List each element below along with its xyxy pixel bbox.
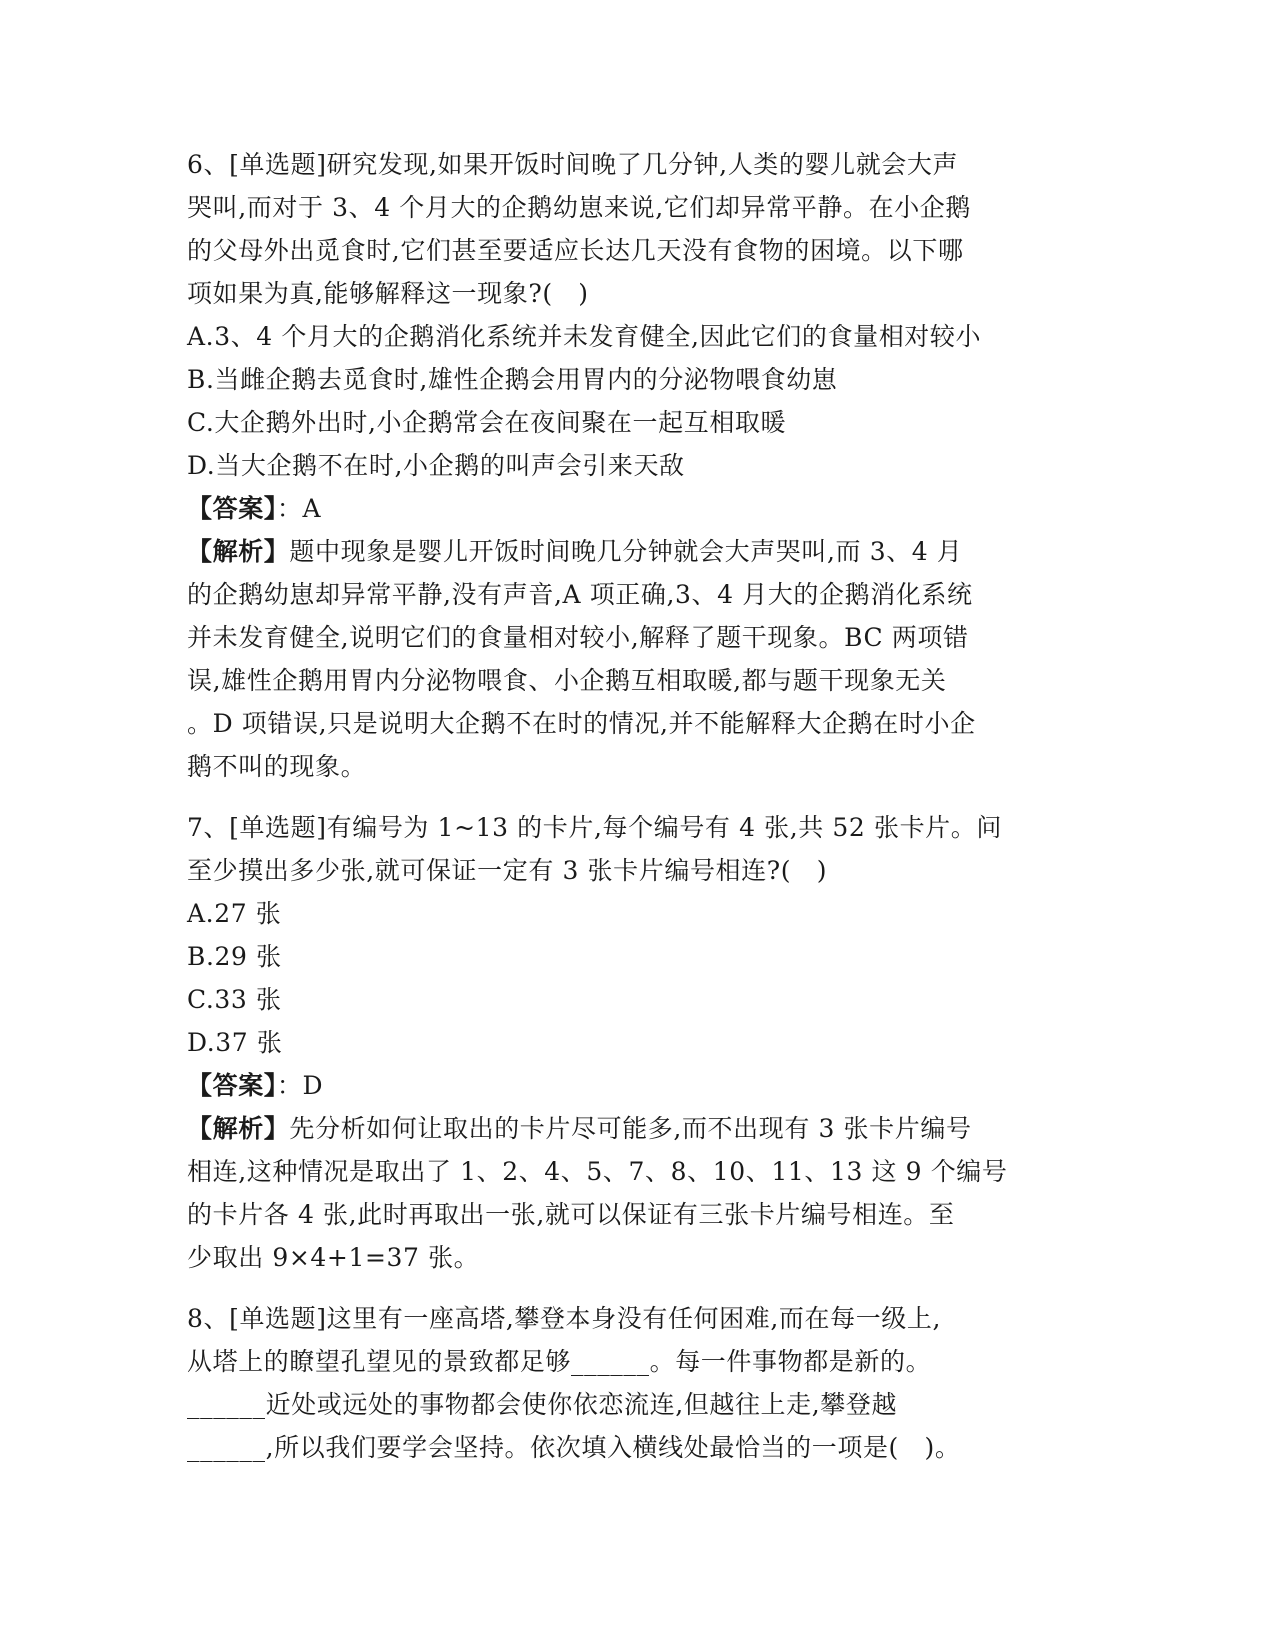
analysis-line: 的卡片各 4 张,此时再取出一张,就可以保证有三张卡片编号相连。至: [187, 1200, 955, 1229]
analysis-line: 误,雄性企鹅用胃内分泌物喂食、小企鹅互相取暖,都与题干现象无关: [187, 666, 947, 695]
analysis-line: 并未发育健全,说明它们的食量相对较小,解释了题干现象。BC 两项错: [187, 623, 969, 652]
analysis-text: 题中现象是婴儿开饭时间晚几分钟就会大声哭叫,而 3、4 月: [289, 537, 963, 566]
answer: [187, 487, 1087, 530]
question-8: [187, 1297, 1087, 1469]
analysis: [187, 1107, 1087, 1279]
question-7: [187, 806, 1087, 1279]
analysis-label: 【解析】: [187, 1114, 290, 1143]
analysis-line: 相连,这种情况是取出了 1、2、4、5、7、8、10、11、13 这 9 个编号: [187, 1157, 1008, 1186]
answer-value: ：A: [276, 494, 322, 523]
stem-line: 哭叫,而对于 3、4 个月大的企鹅幼崽来说,它们却异常平静。在小企鹅: [187, 193, 972, 222]
analysis-line: [187, 1107, 1087, 1150]
question-stem: [187, 806, 1087, 892]
spacer: [187, 788, 1087, 806]
analysis-text: 先分析如何让取出的卡片尽可能多,而不出现有 3 张卡片编号: [289, 1114, 972, 1143]
analysis-line: 。D 项错误,只是说明大企鹅不在时的情况,并不能解释大企鹅在时小企: [187, 709, 976, 738]
analysis-line: 少取出 9×4+1=37 张。: [187, 1243, 480, 1272]
answer-label: 【答案】: [187, 1071, 277, 1100]
analysis-line: 的企鹅幼崽却异常平静,没有声音,A 项正确,3、4 月大的企鹅消化系统: [187, 580, 973, 609]
stem-line: 8、[单选题]这里有一座高塔,攀登本身没有任何困难,而在每一级上,: [187, 1304, 942, 1333]
stem-line: 的父母外出觅食时,它们甚至要适应长达几天没有食物的困境。以下哪: [187, 236, 964, 265]
answer-label: 【答案】: [187, 494, 277, 523]
analysis-line: 鹅不叫的现象。: [187, 752, 367, 781]
option-d: D.37 张: [187, 1028, 283, 1057]
option-c: C.33 张: [187, 985, 282, 1014]
option-b: B.当雌企鹅去觅食时,雄性企鹅会用胃内的分泌物喂食幼崽: [187, 365, 838, 394]
answer-value: ：D: [276, 1071, 324, 1100]
option-a: A.27 张: [187, 899, 282, 928]
analysis-line: [187, 530, 1087, 573]
answer: [187, 1064, 1087, 1107]
option-c: C.大企鹅外出时,小企鹅常会在夜间聚在一起互相取暖: [187, 408, 787, 437]
option-a: A.3、4 个月大的企鹅消化系统并未发育健全,因此它们的食量相对较小: [187, 322, 982, 351]
stem-line: 至少摸出多少张,就可保证一定有 3 张卡片编号相连?( ): [187, 856, 828, 885]
option-d: D.当大企鹅不在时,小企鹅的叫声会引来天敌: [187, 451, 685, 480]
analysis-label: 【解析】: [187, 537, 290, 566]
question-stem: [187, 143, 1087, 315]
analysis: [187, 530, 1087, 788]
question-6: [187, 143, 1087, 788]
stem-line: ______,所以我们要学会坚持。依次填入横线处最恰当的一项是( )。: [187, 1433, 961, 1462]
stem-line: 7、[单选题]有编号为 1~13 的卡片,每个编号有 4 张,共 52 张卡片。问: [187, 813, 1002, 842]
document-page: [187, 143, 1087, 1469]
option-b: B.29 张: [187, 942, 282, 971]
stem-line: 项如果为真,能够解释这一现象?( ): [187, 279, 589, 308]
stem-line: ______近处或远处的事物都会使你依恋流连,但越往上走,攀登越: [187, 1390, 898, 1419]
stem-line: 6、[单选题]研究发现,如果开饭时间晚了几分钟,人类的婴儿就会大声: [187, 150, 959, 179]
spacer: [187, 1279, 1087, 1297]
question-stem: [187, 1297, 1087, 1469]
stem-line: 从塔上的瞭望孔望见的景致都足够______。每一件事物都是新的。: [187, 1347, 932, 1376]
